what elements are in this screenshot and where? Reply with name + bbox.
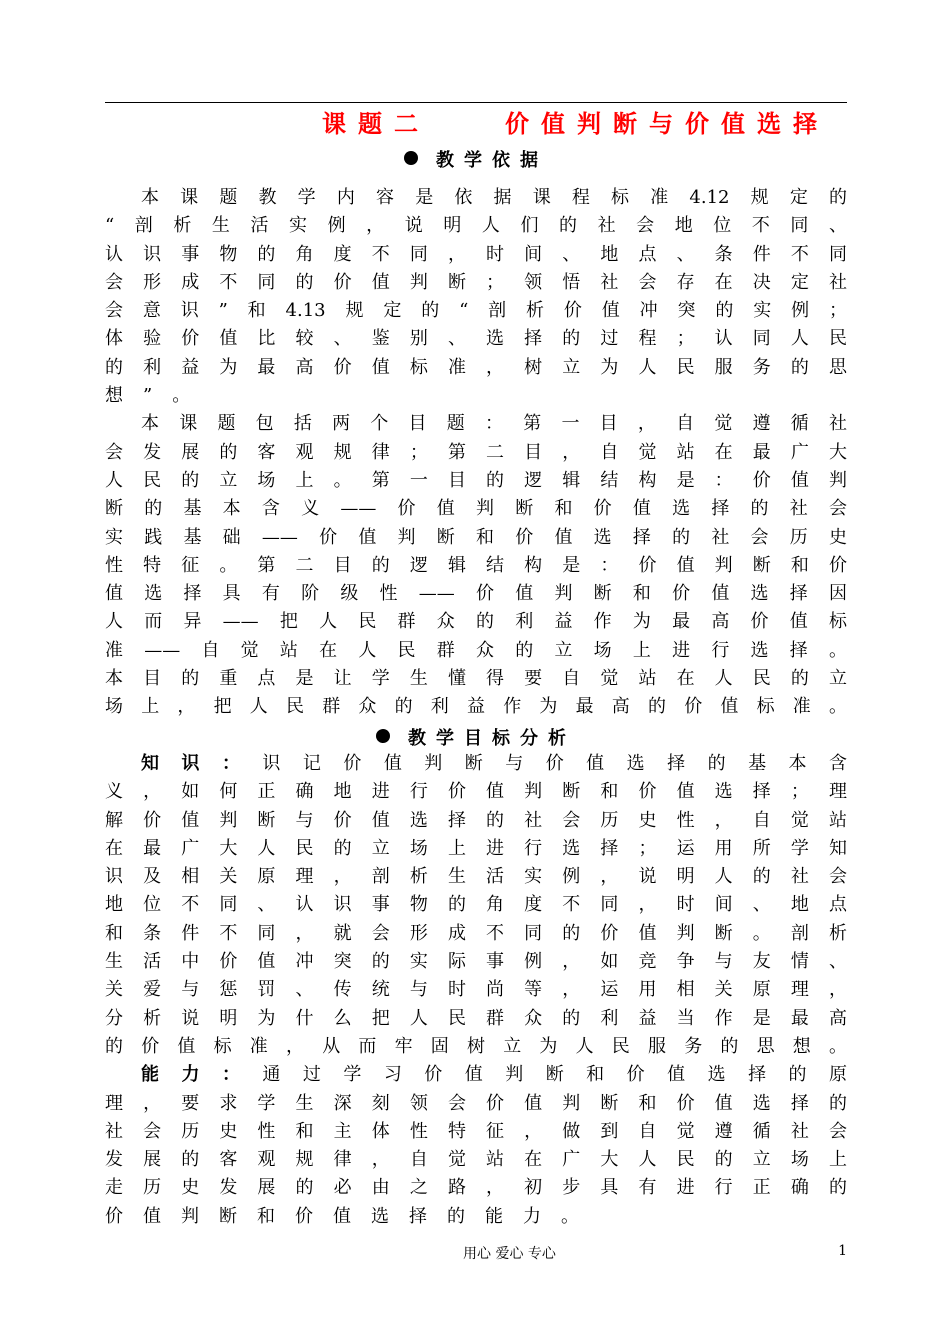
text-line: 本目的重点是让学生懂得要自觉站在人民的立 [105, 668, 847, 690]
text-line: 走历史发展的必由之路，初步具有进行正确的 [105, 1177, 847, 1199]
page-title [105, 104, 847, 136]
header-rule [105, 102, 847, 103]
section-heading-text: 教学依据 [436, 150, 548, 171]
section-heading-objectives [105, 724, 847, 750]
ability-text: 通过学习价值判断和价值选择的原 [262, 1064, 847, 1086]
bullet-icon [376, 729, 390, 743]
text-line: 解价值判断与价值选择的社会历史性，自觉站 [105, 809, 847, 831]
text-line: 价值判断和价值选择的能力。 [105, 1205, 599, 1227]
text-line: 人而异——把人民群众的利益作为最高价值标 [105, 611, 847, 633]
section-heading-teaching-basis [105, 146, 847, 172]
text-line: 识及相关原理，剖析生活实例，说明人的社会 [105, 866, 847, 888]
text-line: 会发展的客观规律；第二目，自觉站在最广大 [105, 441, 847, 463]
text-line: 分析说明为什么把人民群众的利益当作是最高 [105, 1007, 847, 1029]
text-line: 社会历史性和主体性特征，做到自觉遵循社会 [105, 1120, 847, 1142]
title-part-2: 价值判断与价值选择 [505, 109, 829, 138]
section2-body [105, 750, 847, 1231]
text-line: 断的基本含义——价值判断和价值选择的社会 [105, 498, 847, 520]
page-footer [105, 1243, 847, 1263]
text-line: 的利益为最高价值标准，树立为人民服务的思 [105, 356, 847, 378]
text-line: 值选择具有阶级性——价值判断和价值选择因 [105, 583, 847, 605]
text-line: “剖析生活实例，说明人们的社会地位不同、 [105, 215, 847, 237]
text-line: 和条件不同，就会形成不同的价值判断。剖析 [105, 922, 847, 944]
text-line: 实践基础——价值判断和价值选择的社会历史 [105, 526, 847, 548]
ability-label: 能力： [141, 1064, 263, 1086]
text-line: 本课题包括两个目题：第一目，自觉遵循社 [141, 413, 847, 435]
text-line: 想”。 [105, 385, 211, 407]
bullet-icon [404, 151, 418, 165]
text-line: 在最广大人民的立场上进行选择；运用所学知 [105, 837, 847, 859]
text-line: 义，如何正确地进行价值判断和价值选择；理 [105, 781, 847, 803]
section-heading-text: 教学目标分析 [408, 728, 576, 749]
text-line: 关爱与惩罚、传统与时尚等，运用相关原理， [105, 979, 847, 1001]
text-line: 理，要求学生深刻领会价值判断和价值选择的 [105, 1092, 847, 1114]
text-line: 生活中价值冲突的实际事例，如竞争与友情、 [105, 951, 847, 973]
text-line: 准——自觉站在人民群众的立场上进行选择。 [105, 639, 847, 661]
text-line: 场上，把人民群众的利益作为最高的价值标准。 [105, 696, 847, 718]
knowledge-text: 识记价值判断与价值选择的基本含 [262, 753, 847, 774]
section1-body [105, 184, 847, 722]
knowledge-first-line [105, 750, 847, 778]
text-line: 性特征。第二目的逻辑结构是：价值判断和价 [105, 554, 847, 576]
text-line: 人民的立场上。第一目的逻辑结构是：价值判 [105, 469, 847, 491]
page-number: 1 [838, 1243, 847, 1259]
text-line: 会形成不同的价值判断；领悟社会存在决定社 [105, 271, 847, 293]
text-line: 地位不同、认识事物的角度不同，时间、地点 [105, 894, 847, 916]
footer-motto: 用心 爱心 专心 [463, 1246, 556, 1262]
title-part-1: 课题二 [322, 109, 430, 138]
text-line: 的价值标准，从而牢固树立为人民服务的思想。 [105, 1035, 847, 1057]
text-line: 认识事物的角度不同，时间、地点、条件不同 [105, 243, 847, 265]
text-line: 会意识”和4.13规定的“剖析价值冲突的实例； [105, 300, 847, 322]
text-line: 发展的客观规律，自觉站在广大人民的立场上 [105, 1149, 847, 1171]
ability-first-line [105, 1061, 847, 1089]
knowledge-label: 知识： [141, 753, 263, 774]
text-line: 本课题教学内容是依据课程标准4.12规定的 [141, 187, 847, 208]
text-line: 体验价值比较、鉴别、选择的过程；认同人民 [105, 328, 847, 350]
